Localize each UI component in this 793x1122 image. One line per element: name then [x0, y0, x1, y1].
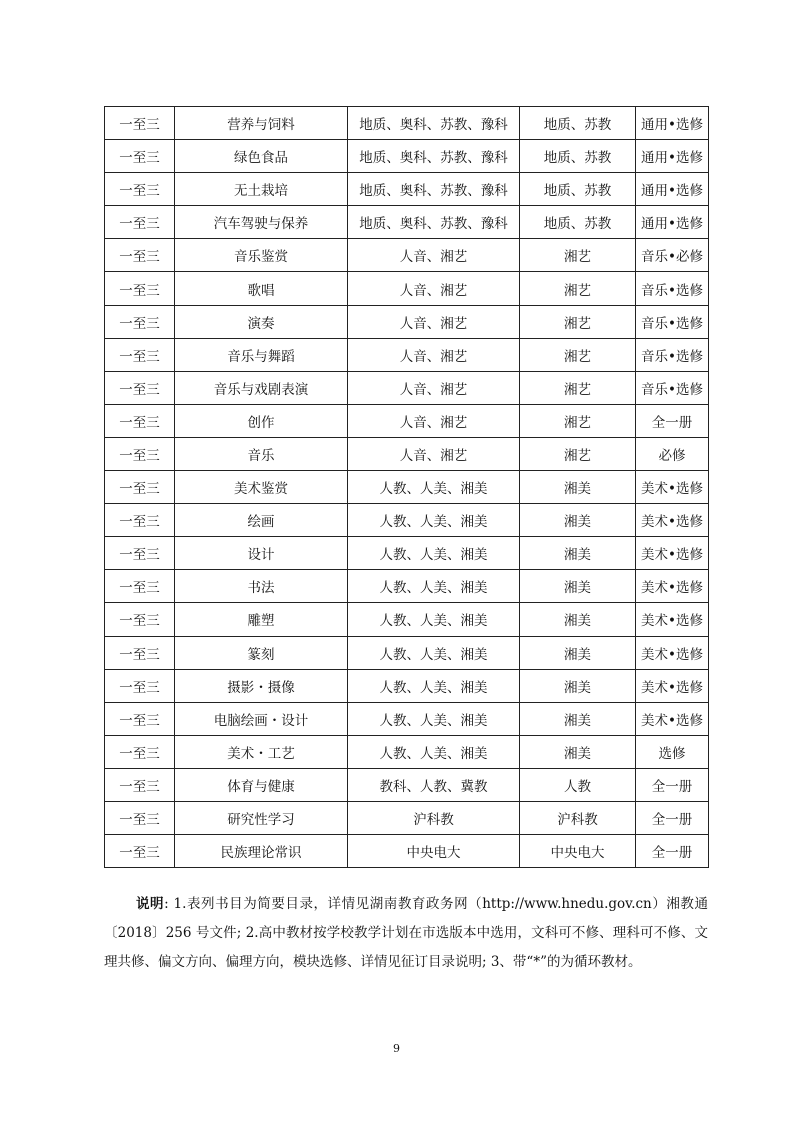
table-row: [105, 835, 709, 868]
remark-cell: 通用•选修: [636, 107, 709, 140]
grade-cell: 一至三: [105, 702, 175, 735]
remark-cell: 全一册: [636, 404, 709, 437]
textbook-table-body: [105, 107, 709, 868]
selected-version-cell: 湘艺: [520, 239, 636, 272]
subject-cell: 绘画: [175, 504, 348, 537]
selected-version-cell: 湘美: [520, 570, 636, 603]
table-row: [105, 107, 709, 140]
selected-version-cell: 湘美: [520, 669, 636, 702]
subject-cell: 民族理论常识: [175, 835, 348, 868]
page-number: 9: [393, 1042, 400, 1055]
selected-version-cell: 地质、苏教: [520, 107, 636, 140]
table-row: [105, 140, 709, 173]
table-row: [105, 570, 709, 603]
subject-cell: 雕塑: [175, 603, 348, 636]
subject-cell: 研究性学习: [175, 801, 348, 834]
selected-version-cell: 人教: [520, 768, 636, 801]
subject-cell: 设计: [175, 537, 348, 570]
table-row: [105, 735, 709, 768]
selected-version-cell: 湘艺: [520, 338, 636, 371]
selected-version-cell: 湘美: [520, 735, 636, 768]
subject-cell: 体育与健康: [175, 768, 348, 801]
selected-version-cell: 中央电大: [520, 835, 636, 868]
subject-cell: 演奏: [175, 305, 348, 338]
grade-cell: 一至三: [105, 371, 175, 404]
grade-cell: 一至三: [105, 504, 175, 537]
grade-cell: 一至三: [105, 835, 175, 868]
versions-cell: 人教、人美、湘美: [348, 735, 520, 768]
versions-cell: 人音、湘艺: [348, 239, 520, 272]
selected-version-cell: 湘美: [520, 537, 636, 570]
table-row: [105, 206, 709, 239]
subject-cell: 书法: [175, 570, 348, 603]
remark-cell: 美术•选修: [636, 702, 709, 735]
versions-cell: 人教、人美、湘美: [348, 603, 520, 636]
selected-version-cell: 湘艺: [520, 371, 636, 404]
table-row: [105, 338, 709, 371]
versions-cell: 地质、奥科、苏教、豫科: [348, 140, 520, 173]
table-row: [105, 305, 709, 338]
remark-cell: 通用•选修: [636, 140, 709, 173]
table-row: [105, 768, 709, 801]
grade-cell: 一至三: [105, 173, 175, 206]
remark-cell: 美术•选修: [636, 636, 709, 669]
table-row: [105, 239, 709, 272]
versions-cell: 地质、奥科、苏教、豫科: [348, 173, 520, 206]
selected-version-cell: 湘艺: [520, 272, 636, 305]
versions-cell: 人教、人美、湘美: [348, 702, 520, 735]
subject-cell: 音乐: [175, 437, 348, 470]
remark-cell: 全一册: [636, 801, 709, 834]
grade-cell: 一至三: [105, 338, 175, 371]
grade-cell: 一至三: [105, 404, 175, 437]
versions-cell: 人音、湘艺: [348, 437, 520, 470]
table-row: [105, 404, 709, 437]
grade-cell: 一至三: [105, 669, 175, 702]
remark-cell: 美术•选修: [636, 669, 709, 702]
remark-cell: 美术•选修: [636, 603, 709, 636]
grade-cell: 一至三: [105, 603, 175, 636]
table-row: [105, 702, 709, 735]
subject-cell: 营养与饲料: [175, 107, 348, 140]
remark-cell: 全一册: [636, 768, 709, 801]
remark-cell: 音乐•选修: [636, 305, 709, 338]
selected-version-cell: 湘美: [520, 636, 636, 669]
remark-cell: 音乐•选修: [636, 338, 709, 371]
grade-cell: 一至三: [105, 537, 175, 570]
versions-cell: 人教、人美、湘美: [348, 471, 520, 504]
versions-cell: 地质、奥科、苏教、豫科: [348, 206, 520, 239]
subject-cell: 无土栽培: [175, 173, 348, 206]
table-row: [105, 636, 709, 669]
subject-cell: 音乐与舞蹈: [175, 338, 348, 371]
grade-cell: 一至三: [105, 801, 175, 834]
versions-cell: 人音、湘艺: [348, 305, 520, 338]
versions-cell: 沪科教: [348, 801, 520, 834]
footnote-lead: 说明: [136, 895, 165, 912]
table-row: [105, 669, 709, 702]
subject-cell: 摄影・摄像: [175, 669, 348, 702]
remark-cell: 选修: [636, 735, 709, 768]
remark-cell: 通用•选修: [636, 173, 709, 206]
versions-cell: 人教、人美、湘美: [348, 537, 520, 570]
grade-cell: 一至三: [105, 437, 175, 470]
table-row: [105, 504, 709, 537]
table-row: [105, 272, 709, 305]
selected-version-cell: 湘艺: [520, 305, 636, 338]
remark-cell: 美术•选修: [636, 570, 709, 603]
subject-cell: 电脑绘画・设计: [175, 702, 348, 735]
textbook-table: [104, 106, 709, 868]
subject-cell: 篆刻: [175, 636, 348, 669]
remark-cell: 必修: [636, 437, 709, 470]
table-row: [105, 603, 709, 636]
grade-cell: 一至三: [105, 570, 175, 603]
versions-cell: 人音、湘艺: [348, 338, 520, 371]
selected-version-cell: 湘艺: [520, 404, 636, 437]
selected-version-cell: 地质、苏教: [520, 206, 636, 239]
grade-cell: 一至三: [105, 735, 175, 768]
selected-version-cell: 湘美: [520, 504, 636, 537]
versions-cell: 人音、湘艺: [348, 371, 520, 404]
subject-cell: 音乐与戏剧表演: [175, 371, 348, 404]
subject-cell: 音乐鉴赏: [175, 239, 348, 272]
grade-cell: 一至三: [105, 272, 175, 305]
grade-cell: 一至三: [105, 471, 175, 504]
grade-cell: 一至三: [105, 206, 175, 239]
remark-cell: 音乐•选修: [636, 371, 709, 404]
selected-version-cell: 湘美: [520, 471, 636, 504]
grade-cell: 一至三: [105, 636, 175, 669]
remark-cell: 音乐•必修: [636, 239, 709, 272]
selected-version-cell: 地质、苏教: [520, 140, 636, 173]
table-row: [105, 471, 709, 504]
subject-cell: 歌唱: [175, 272, 348, 305]
selected-version-cell: 湘美: [520, 603, 636, 636]
table-row: [105, 173, 709, 206]
selected-version-cell: 湘艺: [520, 437, 636, 470]
footnote-text: : 1.表列书目为简要目录，详情见湖南教育政务网（http://www.hnedu.gov.cn）湘教通〔2018〕256 号文件; 2.高中教材按学校教学计划在市选版本中选用，文科可不修、理科可不修、文理共修、偏文方向、偏理方向，模块选修、详情见征订目录说明; 3、带“*”的为循环教材。: [104, 895, 708, 970]
selected-version-cell: 地质、苏教: [520, 173, 636, 206]
subject-cell: 创作: [175, 404, 348, 437]
grade-cell: 一至三: [105, 107, 175, 140]
table-row: [105, 537, 709, 570]
table-row: [105, 801, 709, 834]
versions-cell: 教科、人教、冀教: [348, 768, 520, 801]
versions-cell: 人教、人美、湘美: [348, 570, 520, 603]
grade-cell: 一至三: [105, 239, 175, 272]
selected-version-cell: 湘美: [520, 702, 636, 735]
grade-cell: 一至三: [105, 140, 175, 173]
selected-version-cell: 沪科教: [520, 801, 636, 834]
grade-cell: 一至三: [105, 305, 175, 338]
remark-cell: 美术•选修: [636, 504, 709, 537]
subject-cell: 美术・工艺: [175, 735, 348, 768]
remark-cell: 音乐•选修: [636, 272, 709, 305]
subject-cell: 绿色食品: [175, 140, 348, 173]
remark-cell: 通用•选修: [636, 206, 709, 239]
table-row: [105, 437, 709, 470]
footnote: [104, 890, 708, 977]
remark-cell: 全一册: [636, 835, 709, 868]
versions-cell: 人教、人美、湘美: [348, 669, 520, 702]
versions-cell: 人教、人美、湘美: [348, 504, 520, 537]
subject-cell: 美术鉴赏: [175, 471, 348, 504]
versions-cell: 人教、人美、湘美: [348, 636, 520, 669]
subject-cell: 汽车驾驶与保养: [175, 206, 348, 239]
versions-cell: 人音、湘艺: [348, 272, 520, 305]
versions-cell: 人音、湘艺: [348, 404, 520, 437]
versions-cell: 地质、奥科、苏教、豫科: [348, 107, 520, 140]
remark-cell: 美术•选修: [636, 471, 709, 504]
versions-cell: 中央电大: [348, 835, 520, 868]
remark-cell: 美术•选修: [636, 537, 709, 570]
grade-cell: 一至三: [105, 768, 175, 801]
table-row: [105, 371, 709, 404]
